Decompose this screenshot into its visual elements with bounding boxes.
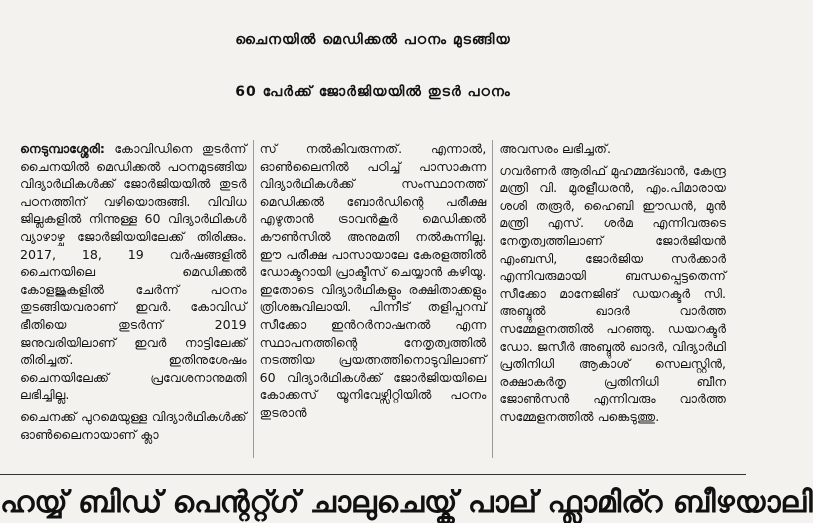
next-headline-fragment	[0, 474, 813, 520]
headline-line-2: 60 പേർക്ക് ജോർജിയയിൽ തുടർ പഠനം	[235, 84, 511, 100]
paragraph-text: കോവിഡിനെ തുടർന്ന് ചൈനയിൽ മെഡിക്കൽ പഠനമുടങ്ങിയ വിദ്യാർഥികൾക്ക് ജോർജിയയിൽ തുടർ പഠനത്തിന് വഴിയൊരുങ്ങി. വിവിധ ജില്ലകളിൽ നിന്നുള്ള 60 വിദ്യാർഥികൾ വ്യാഴാഴ്ച ജോർജിയയിലേക്ക് തിരിക്കും. 2017, 18, 19 വർഷങ്ങളിൽ ചൈനയിലെ മെഡിക്കൽ കോളജുകളിൽ ചേർന്ന് പഠനം തുടങ്ങിയവരാണ് ഇവർ. കോവിഡ് ഭീതിയെ തുടർന്ന് 2019 ജനുവരിയിലാണ് ഇവർ നാട്ടിലേക്ക് തിരിച്ചത്. ഇതിനുശേഷം ചൈനയിലേക്ക് പ്രവേശനാനുമതി ലഭിച്ചില്ല.	[20, 141, 247, 403]
article-column-1	[14, 140, 253, 458]
next-headline-text: ഹയ്യ് ബിഡ് പെന്ററ്റ്ഗ് ചാലുചെയ്ക് പാല് ഫ്ലാമിര്റ ബീഴയാലി	[0, 485, 813, 520]
paragraph: അവസരം ലഭിച്ചത്.	[499, 141, 611, 156]
article-column-2	[253, 140, 493, 458]
headline-line-1: ചൈനയിൽ മെഡിക്കൽ പഠനം മുടങ്ങിയ	[235, 32, 511, 48]
dateline: നെടുമ്പാശ്ശേരി:	[20, 141, 105, 156]
paragraph: ചൈനക്ക് പുറമെയുള്ള വിദ്യാർഥികൾക്ക് ഓൺലൈനായാണ് ക്ലാ	[20, 408, 247, 442]
article-column-3	[492, 140, 732, 458]
paragraph: ഗവർണർ ആരിഫ് മുഹമ്മദ്ഖാൻ, കേന്ദ്ര മന്ത്രി വി. മുരളീധരൻ, എം.പിമാരായ ശശി തരൂർ, ഹൈബി ഈഡൻ, മുൻ മന്ത്രി എസ്. ശർമ എന്നിവരുടെ നേതൃത്വത്തിലാണ് ജോർജിയൻ എംബസി, ജോർജിയ സർക്കാർ എന്നിവരുമായി ബന്ധപ്പെട്ടതെന്ന് സീക്കോ മാനേജിങ് ഡയറക്ടർ സി. അബ്ദുൽ ഖാദർ വാർത്ത സമ്മേളനത്തിൽ പറഞ്ഞു. ഡയറക്ടർ ഡോ. ജസീർ അബ്ദുൽ ഖാദർ, വിദ്യാർഥി പ്രതിനിധി ആകാശ് സെലസ്റ്റിൻ, രക്ഷാകർതൃ പ്രതിനിധി ബീന ജോൺസൻ എന്നിവരും വാർത്ത സമ്മേളനത്തിൽ പങ്കെടുത്തു.	[499, 162, 727, 424]
paragraph	[20, 140, 247, 404]
headline	[0, 14, 746, 118]
article-body	[14, 140, 732, 458]
paragraph: സ് നൽകിവരുന്നത്. എന്നാൽ, ഓൺലൈനിൽ പഠിച്ച് പാസാകുന്ന വിദ്യാർഥികൾക്ക് സംസ്ഥാനത്ത് മെഡിക്കൽ ബോർഡിന്റെ പരീക്ഷ എഴുതാൻ ട്രാവൻകൂർ മെഡിക്കൽ കൗൺസിൽ അനുമതി നൽകുന്നില്ല. ഈ പരീക്ഷ പാസായാലേ കേരളത്തിൽ ഡോക്ടറായി പ്രാക്ടീസ് ചെയ്യാൻ കഴിയൂ. ഇതോടെ വിദ്യാർഥികളും രക്ഷിതാക്കളും ത്രിശങ്കുവിലായി. പിന്നീട് തളിപ്പറമ്പ് സീക്കോ ഇൻറർനാഷനൽ എന്ന സ്ഥാപനത്തിന്റെ നേതൃത്വത്തിൽ നടത്തിയ പ്രയത്നത്തിനൊടുവിലാണ് 60 വിദ്യാർഥികൾക്ക് ജോർജിയയിലെ കോക്കസ് യൂനിവേഴ്സിറ്റിയിൽ പഠനം തുടരാൻ	[259, 141, 487, 420]
